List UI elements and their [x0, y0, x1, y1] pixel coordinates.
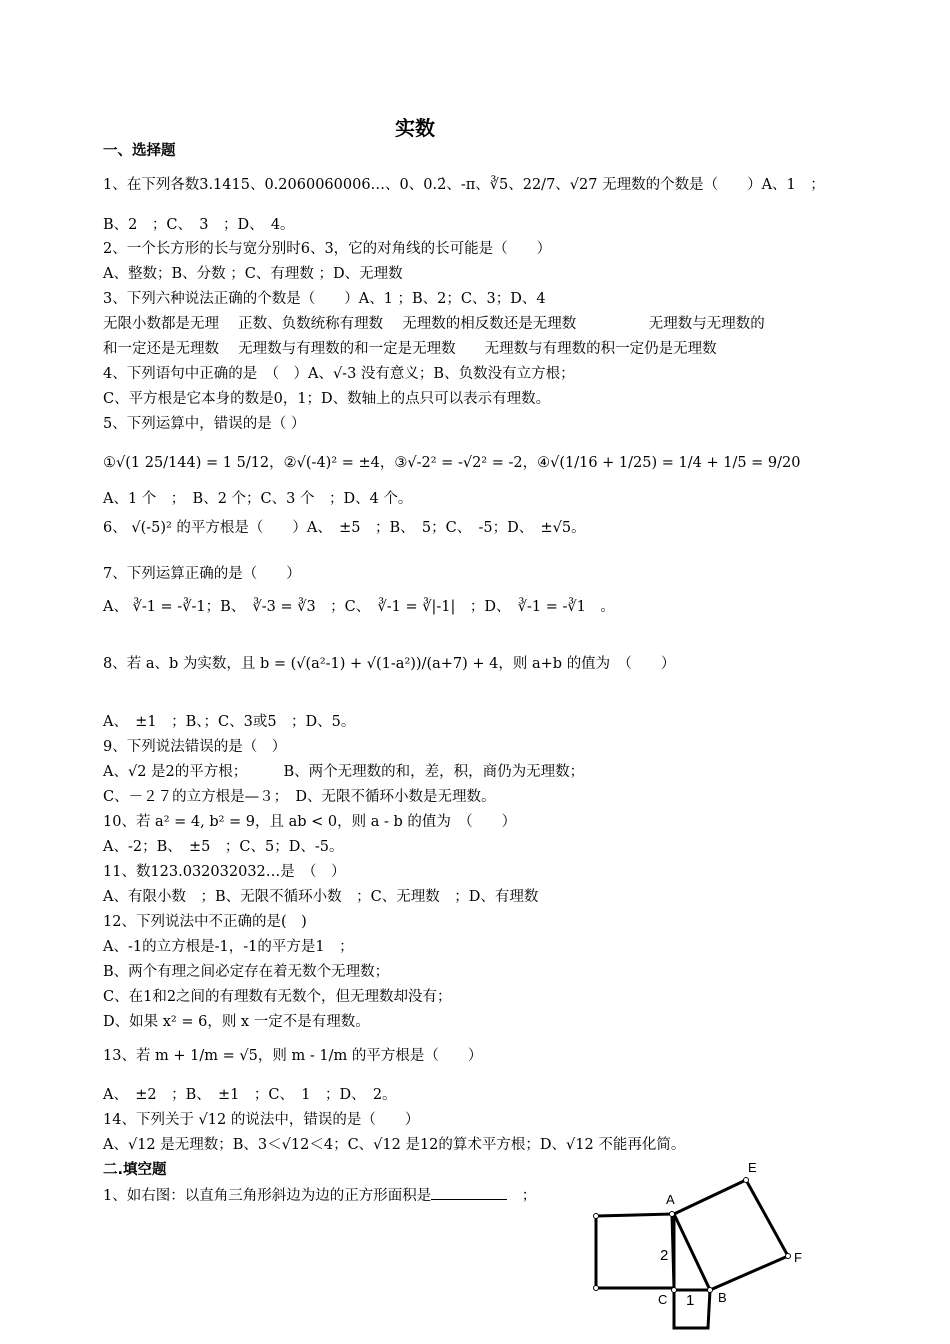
label-b: B: [718, 1290, 727, 1305]
answer-blank[interactable]: [431, 1199, 507, 1200]
label-c: C: [658, 1292, 668, 1307]
q3-line3: 和一定还是无理数 无理数与有理数的和一定是无理数 无理数与有理数的积一定仍是无理数: [103, 341, 717, 357]
q2-line1: 2、一个长方形的长与宽分别时6、3，它的对角线的长可能是（ ）: [103, 241, 552, 257]
section-choice: 一、选择题: [103, 143, 176, 159]
label-e: E: [748, 1160, 757, 1175]
fill-q1-end: ；: [521, 1188, 537, 1204]
q6-line: 6、 √(-5)² 的平方根是（ ）A、 ±5 ；B、 5；C、 -5；D、 ±√5。: [103, 520, 586, 536]
q5-line1: 5、下列运算中，错误的是（ ）: [103, 416, 306, 432]
page-title: 实数: [395, 116, 435, 140]
q12-line4: C、在1和2之间的有理数有无数个，但无理数却没有；: [103, 989, 452, 1005]
q8-options: A、 ±1 ；B、；C、3或5 ；D、5。: [103, 714, 356, 730]
q10-line1: 10、若 a² = 4, b² = 9，且 ab < 0，则 a - b 的值为 （ ）: [103, 814, 517, 830]
q8-line: 8、若 a、b 为实数，且 b = (√(a²-1) + √(1-a²))/(a+7) + 4，则 a+b 的值为 （ ）: [103, 656, 676, 672]
q9-line2: A、√2 是2的平方根； B、两个无理数的和，差，积，商仍为无理数；: [103, 764, 585, 780]
q4-line1: 4、下列语句中正确的是 （ ）A、√-3 没有意义；B、负数没有立方根；: [103, 366, 575, 382]
q4-line2: C、平方根是它本身的数是0，1；D、数轴上的点只可以表示有理数。: [103, 391, 551, 407]
q10-options: A、-2；B、 ±5 ；C、5；D、-5。: [103, 839, 344, 855]
fill-q1-text: 1、如右图：以直角三角形斜边为边的正方形面积是: [103, 1188, 432, 1204]
q3-line1: 3、下列六种说法正确的个数是（ ）A、1 ；B、2；C、3；D、4: [103, 291, 546, 307]
q11-line1: 11、数123.032032032…是 （ ）: [103, 864, 346, 880]
q14-line1: 14、下列关于 √12 的说法中，错误的是（ ）: [103, 1112, 420, 1128]
label-side-2: 2: [660, 1247, 669, 1264]
q9-line1: 9、下列说法错误的是（ ）: [103, 739, 287, 755]
fill-q1: [103, 1185, 536, 1207]
label-a: A: [666, 1192, 675, 1207]
label-side-1: 1: [686, 1292, 695, 1309]
q12-line2: A、-1的立方根是-1，-1的平方是1 ；: [103, 939, 354, 955]
q7-options: A、 ∛-1 = -∛-1；B、 ∛-3 = ∛3 ；C、 ∛-1 = ∛|-1| ；D、 ∛-1 = -∛1 。: [103, 599, 615, 615]
q13-line1: 13、若 m + 1/m = √5，则 m - 1/m 的平方根是（ ）: [103, 1048, 483, 1064]
q12-line1: 12、下列说法中不正确的是( ): [103, 914, 307, 930]
q5-formulas: ①√(1 25/144) = 1 5/12，②√(-4)² = ±4，③√-2² = -√2² = -2，④√(1/16 + 1/25) = 1/4 + 1/5 = 9/20: [103, 455, 801, 471]
q11-options: A、有限小数 ；B、无限不循环小数 ；C、无理数 ；D、有理数: [103, 889, 539, 905]
square-hypotenuse: [674, 1180, 788, 1290]
q3-line2: 无限小数都是无理 正数、负数统称有理数 无理数的相反数还是无理数 无理数与无理数的: [103, 316, 765, 332]
q9-line3: C、－２７的立方根是—３； D、无限不循环小数是无理数。: [103, 789, 496, 805]
q7-line1: 7、下列运算正确的是（ ）: [103, 566, 301, 582]
q12-line5: D、如果 x² = 6，则 x 一定不是有理数。: [103, 1014, 370, 1030]
q1-line2: B、2 ；C、 3 ；D、 4。: [103, 217, 295, 233]
q5-options: A、1 个 ； B、2 个；C、3 个 ；D、4 个。: [103, 491, 413, 507]
section-fill: 二.填空题: [103, 1162, 167, 1178]
q13-options: A、 ±2 ；B、 ±1 ；C、 1 ；D、 2。: [103, 1087, 397, 1103]
q14-options: A、√12 是无理数；B、3＜√12＜4；C、√12 是12的算术平方根；D、√12 不能再化简。: [103, 1137, 686, 1153]
triangle-squares-figure: [580, 1160, 820, 1340]
q1-line1: 1、在下列各数3.1415、0.2060060006…、0、0.2̇、-π、∛5、22/7、√27 无理数的个数是（ ）A、1 ；: [103, 177, 825, 193]
label-f: F: [794, 1250, 802, 1265]
q2-line2: A、整数；B、分数 ；C、有理数 ；D、无理数: [103, 266, 403, 282]
q12-line3: B、两个有理之间必定存在着无数个无理数；: [103, 964, 390, 980]
